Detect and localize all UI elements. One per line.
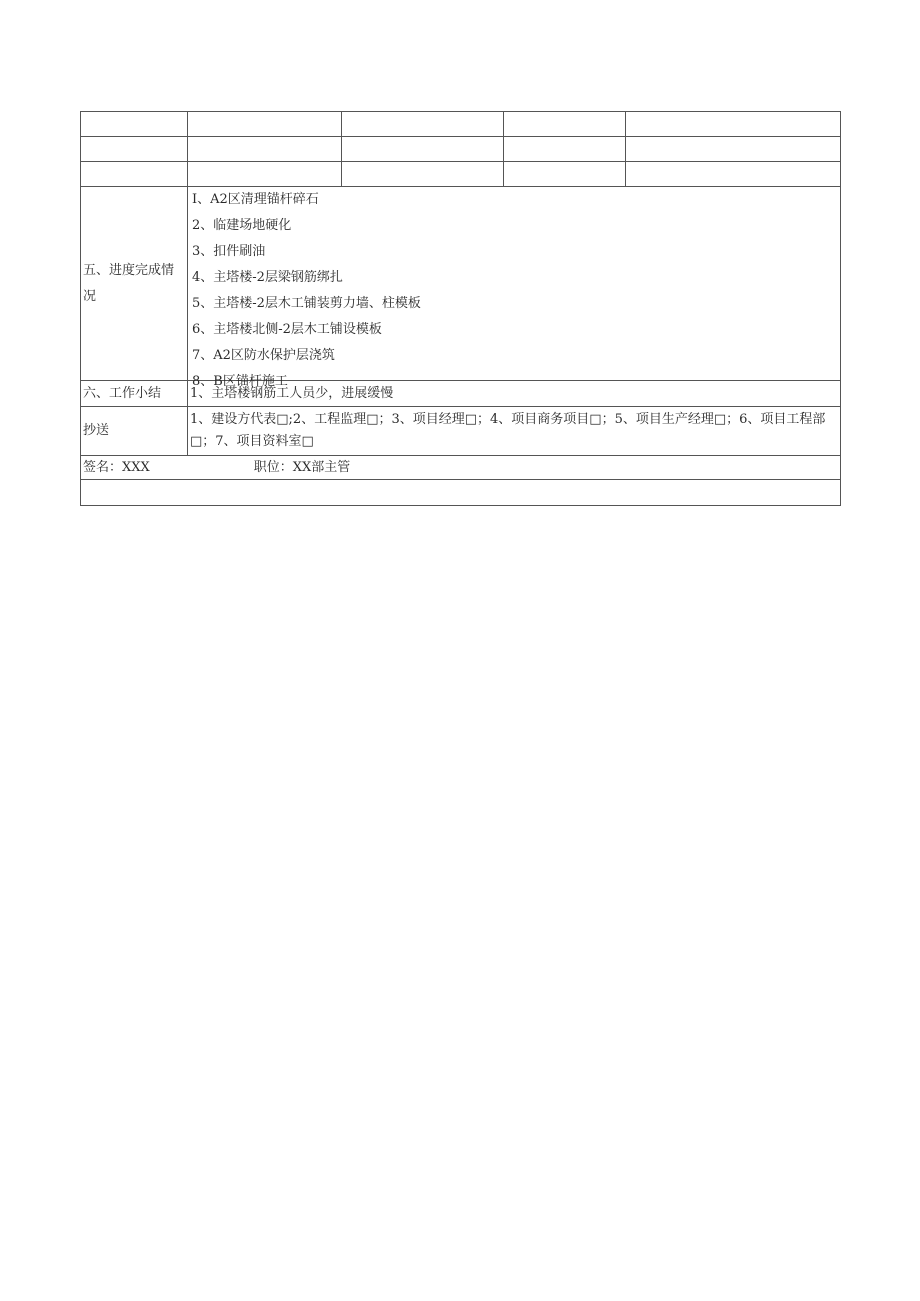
cc-label: 抄送 <box>81 407 188 456</box>
signature-cell <box>81 456 841 480</box>
cc-text: 1、建设方代表□;2、工程监理□；3、项目经理□；4、项目商务项目□；5、项目生产经理□；6、项目工程部□；7、项目资料室□ <box>188 407 841 456</box>
signature-name: 签名：XXX <box>83 460 150 475</box>
empty-cell <box>188 162 342 187</box>
empty-cell <box>81 162 188 187</box>
empty-cell <box>504 137 626 162</box>
empty-cell <box>626 137 841 162</box>
progress-item-1: I、A2区清理锚杆碎石 <box>192 192 319 207</box>
table-row <box>81 112 841 137</box>
progress-item-2: 2、临建场地硬化 <box>192 218 292 233</box>
empty-cell <box>188 137 342 162</box>
progress-row <box>81 187 841 381</box>
blank-row <box>81 480 841 506</box>
summary-label: 六、工作小结 <box>81 381 188 407</box>
empty-cell <box>626 162 841 187</box>
empty-cell <box>504 162 626 187</box>
progress-item-3: 3、扣件刷油 <box>192 244 266 259</box>
progress-item-8: 8、B区锚杆施工 <box>192 374 288 389</box>
progress-content <box>188 187 841 389</box>
empty-cell <box>342 112 504 137</box>
progress-label: 五、进度完成情况 <box>81 187 188 381</box>
empty-cell <box>342 137 504 162</box>
daily-report-table <box>80 111 841 506</box>
summary-row <box>81 381 841 407</box>
empty-cell <box>81 480 841 506</box>
progress-item-5: 5、主塔楼-2层木工铺装剪力墙、柱模板 <box>192 296 421 311</box>
progress-item-4: 4、主塔楼-2层梁钢筋绑扎 <box>192 270 343 285</box>
progress-item-7: 7、A2区防水保护层浇筑 <box>192 348 335 363</box>
cc-row <box>81 407 841 456</box>
empty-cell <box>188 112 342 137</box>
summary-text: 1、主塔楼钢筋工人员少，进展缓慢 <box>188 381 841 407</box>
empty-cell <box>626 112 841 137</box>
signature-position: 职位：XX部主管 <box>253 460 351 475</box>
empty-cell <box>504 112 626 137</box>
empty-cell <box>342 162 504 187</box>
table-row <box>81 137 841 162</box>
table-row <box>81 162 841 187</box>
progress-list <box>190 187 838 389</box>
signature-row <box>81 456 841 480</box>
progress-item-6: 6、主塔楼北侧-2层木工铺设模板 <box>192 322 382 337</box>
empty-cell <box>81 137 188 162</box>
empty-cell <box>81 112 188 137</box>
